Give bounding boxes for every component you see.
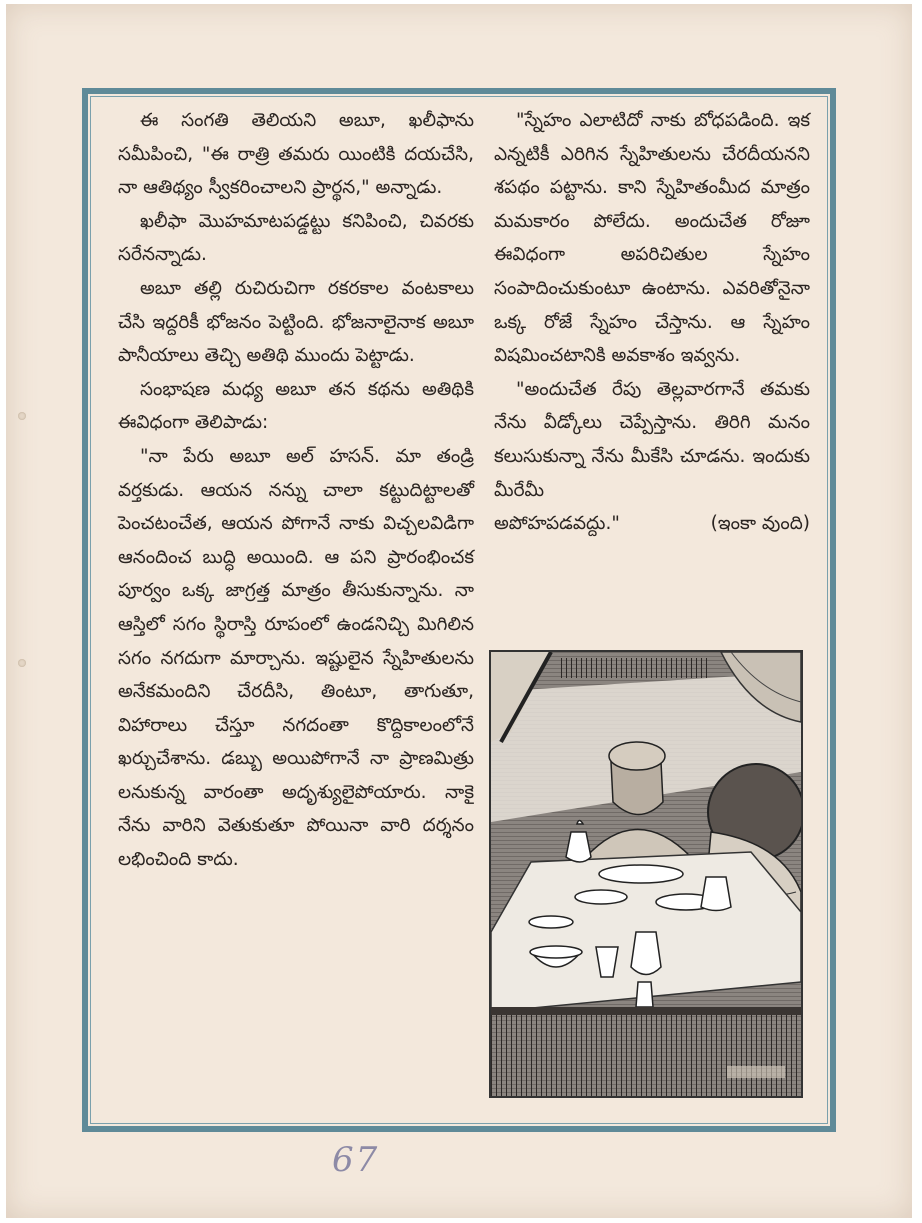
paragraph: "స్నేహం ఎలాటిదో నాకు బోధపడింది. ఇక ఎన్నటికీ ఎరిగిన స్నేహితులను చేరదీయనని శపథం పట్టాను. కాని స్నేహితంమీద మాత్రం మమకారం పోలేదు. అందుచేత రోజూ ఈవిధంగా అపరిచితుల స్నేహం సంపాదించుకుంటూ ఉంటాను. ఎవరితోనైనా ఒక్క రోజే స్నేహం చేస్తాను. ఆ స్నేహం విషమించటానికి అవకాశం ఇవ్వను. [494,110,810,367]
binding-hole [18,659,26,667]
paragraph-end: అపోహపడవద్దు." [494,513,620,535]
binding-hole [18,412,26,420]
paragraph: అబూ తల్లి రుచిరుచిగా రకరకాల వంటకాలు చేసి ఇద్దరికీ భోజనం పెట్టింది. భోజనాలైనాక అబూ పానీయాలు తెచ్చి అతిథి ముందు పెట్టాడు. [118,277,474,367]
paragraph: సంభాషణ మధ్య అబూ తన కథను అతిథికి ఈవిధంగా తెలిపాడు: [118,378,474,434]
closing-line [494,507,810,541]
continued-note: (ఇంకా వుంది) [710,513,810,535]
right-text-column [494,104,810,541]
paragraph: "అందుచేత రేపు తెల్లవారగానే తమకు నేను వీడ్కోలు చెప్పేస్తాను. తిరిగి మనం కలుసుకున్నా నేను మీకేసి చూడను. ఇందుకు మీరేమీ [494,378,810,501]
feast-illustration [489,650,803,1098]
left-text-column [118,104,474,877]
paragraph: ఖలీఫా మొహమాటపడ్డట్టు కనిపించి, చివరకు సరేనన్నాడు. [118,210,474,266]
page-number: 67 [332,1140,380,1180]
paragraph: ఈ సంగతి తెలియని అబూ, ఖలీఫాను సమీపించి, "ఈ రాత్రి తమరు యింటికి దయచేసి, నా ఆతిథ్యం స్వీకరించాలని ప్రార్థన," అన్నాడు. [118,110,474,199]
paragraph: "నా పేరు అబూ అల్ హసన్. మా తండ్రి వర్తకుడు. ఆయన నన్ను చాలా కట్టుదిట్టాలతో పెంచటంచేత, ఆయన పోగానే నాకు విచ్చలవిడిగా ఆనందించ బుద్ధి అయింది. ఆ పని ప్రారంభించక పూర్వం ఒక్క జాగ్రత్త మాత్రం తీసుకున్నాను. నా ఆస్తిలో సగం స్థిరాస్తి రూపంలో ఉండనిచ్చి మిగిలిన సగం నగదుగా మార్చాను. ఇష్టులైన స్నేహితులను అనేకమందిని చేరదీసి, తింటూ, తాగుతూ, విహారాలు చేస్తూ నగదంతా కొద్దికాలంలోనే ఖర్చుచేశాను. డబ్బు అయిపోగానే నా ప్రాణమిత్రు లనుకున్న వారంతా అదృశ్యులైపోయారు. నాకై నేను వారిని వెతుకుతూ పోయినా వారి దర్శనం లభించింది కాదు. [118,445,474,871]
